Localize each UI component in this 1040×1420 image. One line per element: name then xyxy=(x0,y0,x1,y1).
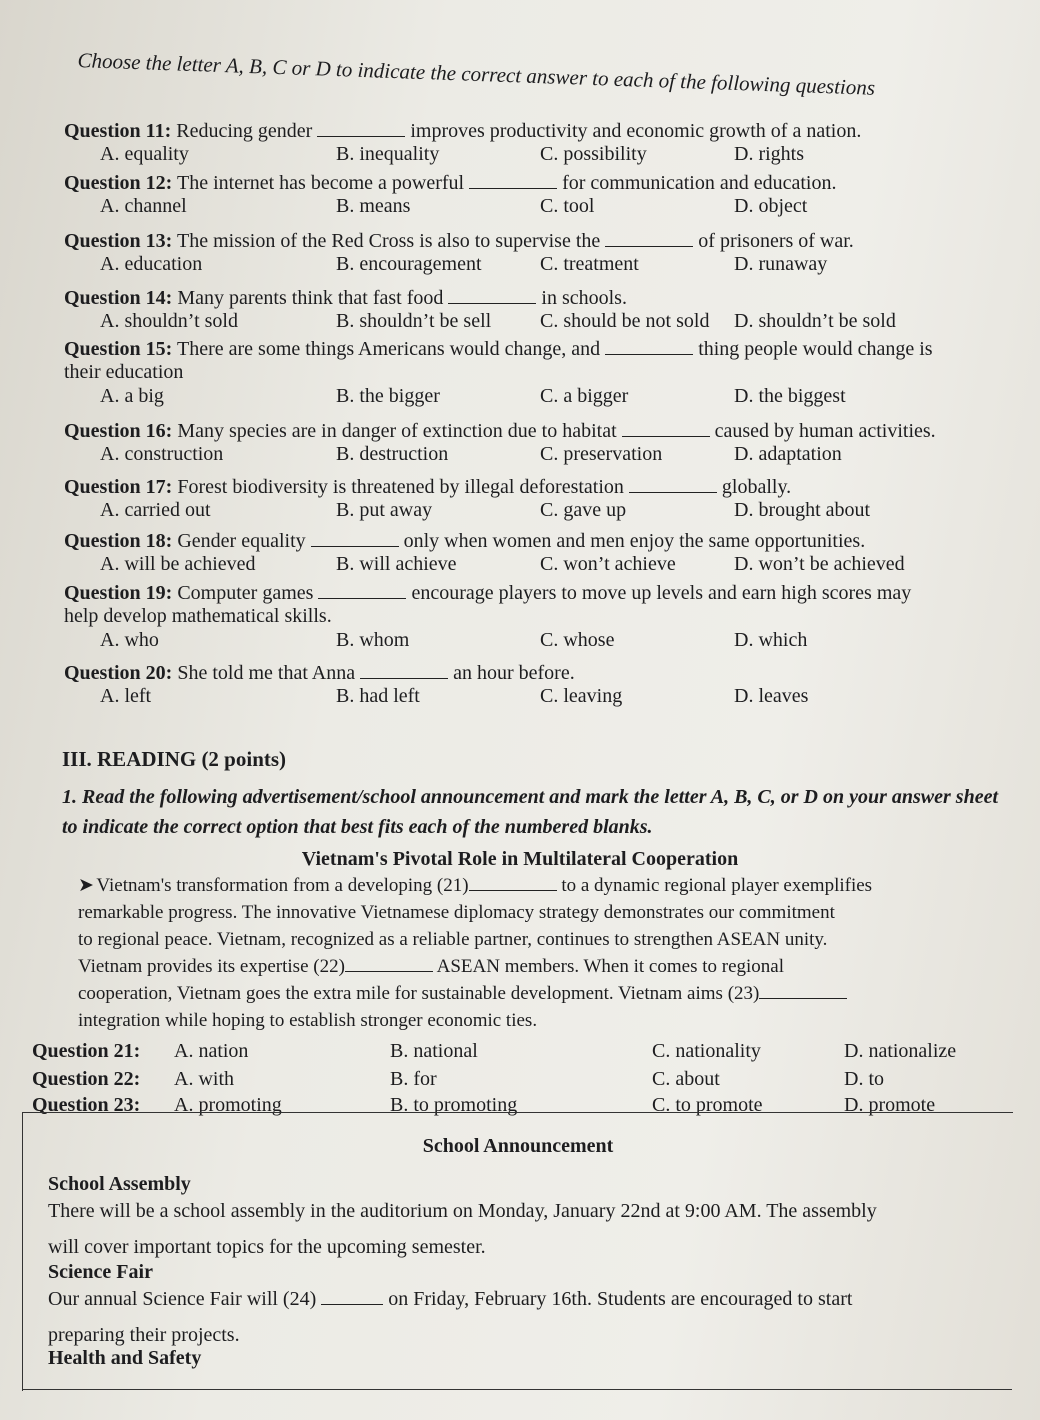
question-label: Question 18: xyxy=(64,530,173,552)
option-b: B. had left xyxy=(336,685,420,707)
question-text: improves productivity and economic growth of a nation. xyxy=(410,120,862,142)
science-fair-heading: Science Fair xyxy=(48,1261,153,1283)
question-label: Question 13: xyxy=(64,230,173,252)
option-d: D. nationalize xyxy=(844,1040,957,1062)
option-b: B. to promoting xyxy=(390,1094,518,1116)
question-text: The internet has become a powerful xyxy=(176,172,465,194)
option-row xyxy=(64,194,1024,220)
option-c: C. to promote xyxy=(652,1094,763,1116)
option-c: C. leaving xyxy=(540,685,623,707)
option-c: C. won’t achieve xyxy=(540,553,676,575)
question-13 xyxy=(64,228,1024,278)
question-11 xyxy=(64,118,1024,168)
option-row xyxy=(64,384,1024,410)
arrow-icon: ➤ xyxy=(78,875,94,896)
answer-blank xyxy=(605,336,693,355)
question-stem-continued: help develop mathematical skills. xyxy=(64,605,332,627)
option-b: B. put away xyxy=(336,499,433,521)
answer-blank xyxy=(317,118,405,137)
ad-text: remarkable progress. The innovative Vietnamese diplomacy strategy demonstrates our commitment xyxy=(78,902,835,923)
ann-text: will cover important topics for the upcoming semester. xyxy=(48,1236,486,1258)
question-label: Question 16: xyxy=(64,420,173,442)
question-text: She told me that Anna xyxy=(177,662,356,684)
option-b: B. for xyxy=(390,1068,437,1090)
option-a: A. carried out xyxy=(100,499,211,521)
ann-text: There will be a school assembly in the auditorium on Monday, January 22nd at 9:00 AM. The assembly xyxy=(48,1200,877,1222)
option-a: A. channel xyxy=(100,195,187,217)
question-text: The mission of the Red Cross is also to supervise the xyxy=(176,230,601,252)
question-16 xyxy=(64,418,1024,468)
answer-blank xyxy=(318,580,406,599)
option-d: D. runaway xyxy=(734,253,828,275)
question-text: Reducing gender xyxy=(176,120,313,142)
question-12 xyxy=(64,170,1024,220)
option-c: C. possibility xyxy=(540,143,647,165)
option-d: D. object xyxy=(734,195,808,217)
option-a: A. shouldn’t sold xyxy=(100,310,238,332)
question-label: Question 15: xyxy=(64,338,173,360)
science-fair-text xyxy=(48,1281,998,1353)
option-d: D. adaptation xyxy=(734,443,842,465)
ad-text: cooperation, Vietnam goes the extra mile for sustainable development. Vietnam aims (23) xyxy=(78,983,760,1004)
answer-blank xyxy=(605,228,693,247)
ad-text: ASEAN members. When it comes to regional xyxy=(436,956,784,977)
ad-text: Vietnam's transformation from a developing (21) xyxy=(96,875,469,896)
ann-text: Our annual Science Fair will (24) xyxy=(48,1288,317,1310)
question-stem xyxy=(64,228,1024,252)
answer-blank xyxy=(469,170,557,189)
answer-blank xyxy=(311,528,399,547)
option-c: C. whose xyxy=(540,629,615,651)
question-stem xyxy=(64,285,1024,309)
option-row xyxy=(64,442,1024,468)
option-row xyxy=(64,498,1024,524)
option-d: D. brought about xyxy=(734,499,871,521)
option-d: D. won’t be achieved xyxy=(734,553,905,575)
question-text: Computer games xyxy=(177,582,314,604)
blank xyxy=(469,872,557,891)
question-text: Forest biodiversity is threatened by illegal deforestation xyxy=(177,476,624,498)
reading-task: 1. Read the following advertisement/school announcement and mark the letter A, B, C, or D on your answer sheet to indicate the correct option that best fits each of the numbered blanks. xyxy=(62,786,999,838)
question-label: Question 20: xyxy=(64,662,173,684)
option-a: A. left xyxy=(100,685,152,707)
reading-section-title: III. READING (2 points) xyxy=(62,747,287,771)
question-text: only when women and men enjoy the same opportunities. xyxy=(403,530,866,552)
assembly-text xyxy=(48,1193,998,1265)
option-a: A. promoting xyxy=(174,1094,282,1116)
question-stem xyxy=(64,336,1024,360)
option-d: D. the biggest xyxy=(734,385,846,407)
option-b: B. will achieve xyxy=(336,553,457,575)
option-row xyxy=(64,552,1024,578)
option-row xyxy=(64,252,1024,278)
option-a: A. with xyxy=(174,1068,234,1090)
option-a: A. nation xyxy=(174,1040,249,1062)
question-label: Question 19: xyxy=(64,582,173,604)
divider xyxy=(22,1389,1012,1390)
option-a: A. will be achieved xyxy=(100,553,256,575)
question-stem xyxy=(64,118,1024,142)
answer-blank xyxy=(622,418,710,437)
question-stem-continued: their education xyxy=(64,361,184,383)
question-19 xyxy=(64,580,1024,654)
question-text: thing people would change is xyxy=(698,338,933,360)
answer-blank xyxy=(360,660,448,679)
ann-text: preparing their projects. xyxy=(48,1324,240,1346)
question-14 xyxy=(64,285,1024,335)
advertisement-title: Vietnam's Pivotal Role in Multilateral Cooperation xyxy=(301,848,739,870)
question-stem xyxy=(64,474,1024,498)
option-b: B. national xyxy=(390,1040,478,1062)
question-stem xyxy=(64,660,1024,684)
option-b: B. encouragement xyxy=(336,253,482,275)
option-c: C. gave up xyxy=(540,499,627,521)
question-text: Gender equality xyxy=(177,530,306,552)
question-21 xyxy=(32,1040,1012,1066)
option-c: C. a bigger xyxy=(540,385,629,407)
option-c: C. about xyxy=(652,1068,720,1090)
option-b: B. inequality xyxy=(336,143,440,165)
option-b: B. destruction xyxy=(336,443,449,465)
instruction: Choose the letter A, B, C or D to indicate the correct answer to each of the following questions xyxy=(77,48,876,100)
answer-blank xyxy=(448,285,536,304)
question-text: for communication and education. xyxy=(562,172,837,194)
question-text: encourage players to move up levels and earn high scores may xyxy=(411,582,912,604)
question-17 xyxy=(64,474,1024,524)
question-text: Many species are in danger of extinction due to habitat xyxy=(177,420,617,442)
blank xyxy=(321,1286,383,1305)
question-label: Question 23: xyxy=(32,1094,141,1116)
school-announcement-box xyxy=(22,1112,1013,1391)
health-safety-heading: Health and Safety xyxy=(48,1347,202,1369)
option-d: D. to xyxy=(844,1068,884,1090)
option-a: A. construction xyxy=(100,443,224,465)
option-row xyxy=(64,309,1024,335)
option-c: C. treatment xyxy=(540,253,639,275)
question-label: Question 12: xyxy=(64,172,173,194)
option-d: D. leaves xyxy=(734,685,809,707)
option-d: D. which xyxy=(734,629,808,651)
question-label: Question 21: xyxy=(32,1040,141,1062)
option-d: D. rights xyxy=(734,143,804,165)
question-stem xyxy=(64,170,1024,194)
option-b: B. the bigger xyxy=(336,385,440,407)
question-text: globally. xyxy=(721,476,792,498)
question-text: Many parents think that fast food xyxy=(177,287,444,309)
blank xyxy=(759,980,847,999)
question-stem xyxy=(64,580,1024,604)
question-stem xyxy=(64,528,1024,552)
option-d: D. promote xyxy=(844,1094,936,1116)
option-a: A. equality xyxy=(100,143,189,165)
ad-text: to regional peace. Vietnam, recognized as a reliable partner, continues to strengthen ASEAN unity. xyxy=(78,929,828,950)
option-c: C. should be not sold xyxy=(540,310,710,332)
ad-text: integration while hoping to establish stronger economic ties. xyxy=(78,1010,538,1031)
advertisement-text xyxy=(66,872,1016,1034)
option-d: D. shouldn’t be sold xyxy=(734,310,896,332)
question-label: Question 11: xyxy=(64,120,172,142)
question-text: of prisoners of war. xyxy=(698,230,854,252)
question-label: Question 22: xyxy=(32,1068,141,1090)
option-c: C. tool xyxy=(540,195,595,217)
question-text: an hour before. xyxy=(453,662,575,684)
question-22 xyxy=(32,1068,1012,1094)
option-b: B. shouldn’t be sell xyxy=(336,310,492,332)
assembly-heading: School Assembly xyxy=(48,1173,191,1195)
option-row xyxy=(64,684,1024,710)
question-label: Question 17: xyxy=(64,476,173,498)
answer-blank xyxy=(629,474,717,493)
ad-text: to a dynamic regional player exemplifies xyxy=(561,875,873,896)
announcement-title: School Announcement xyxy=(422,1135,614,1157)
option-a: A. a big xyxy=(100,385,164,407)
option-row xyxy=(64,628,1024,654)
option-a: A. education xyxy=(100,253,203,275)
question-15 xyxy=(64,336,1024,410)
question-20 xyxy=(64,660,1024,710)
option-c: C. nationality xyxy=(652,1040,761,1062)
option-b: B. means xyxy=(336,195,411,217)
question-stem xyxy=(64,418,1024,442)
question-text: caused by human activities. xyxy=(714,420,936,442)
question-label: Question 14: xyxy=(64,287,173,309)
ad-text: Vietnam provides its expertise (22) xyxy=(78,956,345,977)
question-text: in schools. xyxy=(541,287,627,309)
ann-text: on Friday, February 16th. Students are encouraged to start xyxy=(388,1288,853,1310)
option-a: A. who xyxy=(100,629,159,651)
question-text: There are some things Americans would change, and xyxy=(176,338,601,360)
blank xyxy=(345,953,433,972)
question-18 xyxy=(64,528,1024,578)
option-b: B. whom xyxy=(336,629,410,651)
option-c: C. preservation xyxy=(540,443,663,465)
option-row xyxy=(64,142,1024,168)
